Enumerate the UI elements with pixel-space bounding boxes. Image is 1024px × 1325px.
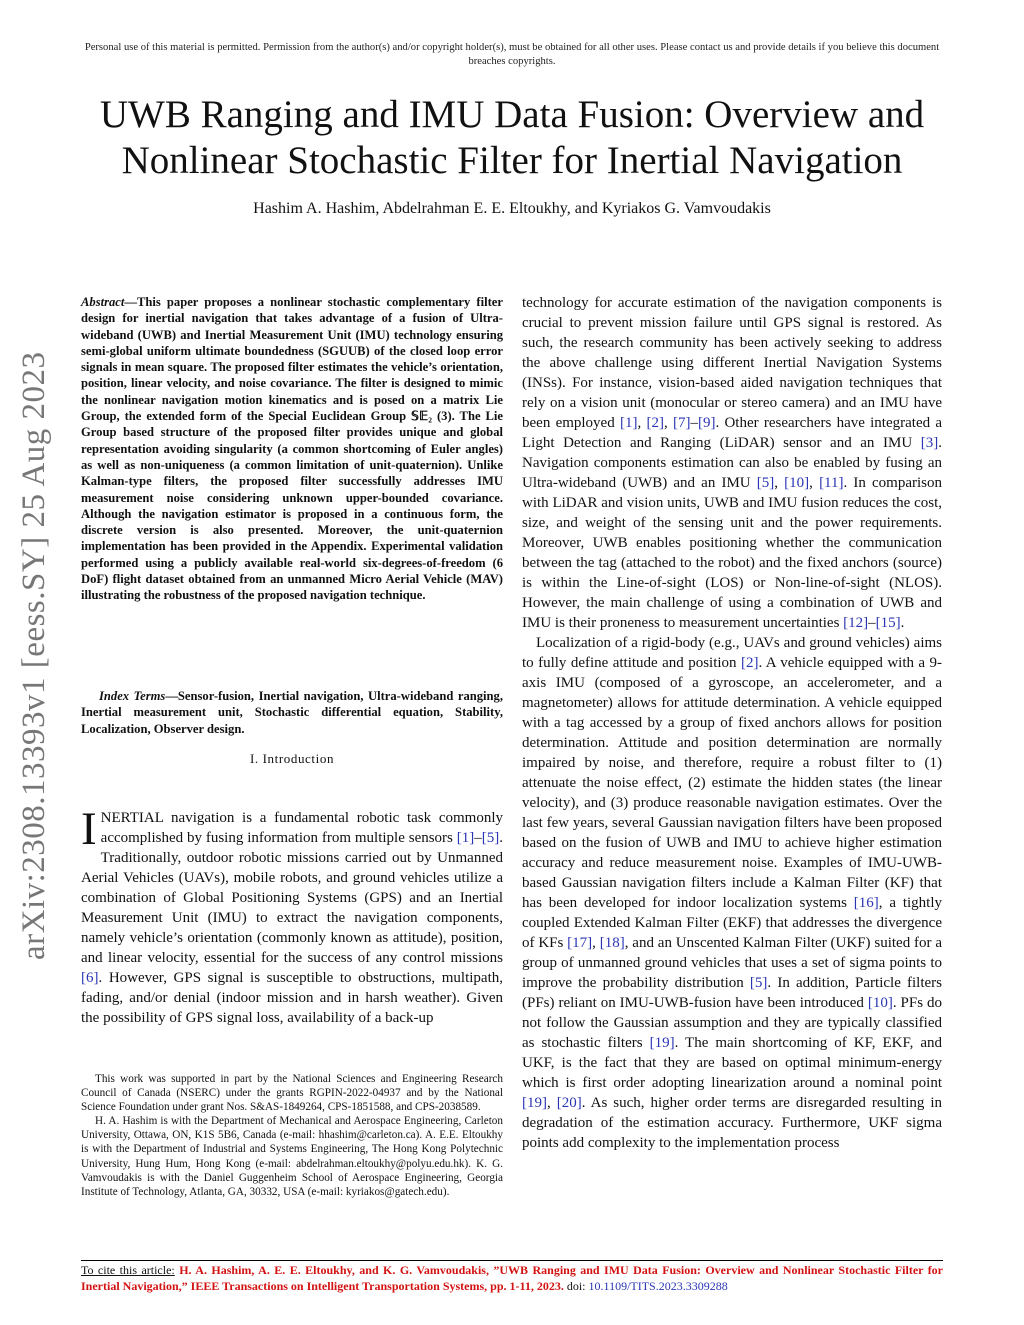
index-terms-text: —Sensor-fusion, Inertial navigation, Ultra-wideband ranging, Inertial measurement unit, Stochastic differential equation, Stability, Localization, Observer design. bbox=[81, 689, 503, 736]
citation-link[interactable]: [12] bbox=[843, 615, 869, 631]
citation-link[interactable]: [1] bbox=[619, 415, 638, 431]
citation-link[interactable]: [5] bbox=[756, 475, 775, 491]
section-heading-introduction: I. Introduction bbox=[249, 751, 335, 766]
paper-title bbox=[40, 92, 984, 184]
title-line-2: Nonlinear Stochastic Filter for Inertial Navigation bbox=[121, 139, 903, 182]
index-terms-label: Index Terms bbox=[99, 689, 166, 703]
author-list: Hashim A. Hashim, Abdelrahman E. E. Eltoukhy, and Kyriakos G. Vamvoudakis bbox=[253, 200, 771, 217]
citation-text: H. A. Hashim, A. E. E. Eltoukhy, and K. G. Vamvoudakis, ”UWB Ranging and IMU Data Fusion: Overview and Nonlinear Stochastic Filter for Inertial Navigation,” IEEE Transactions on Intelligent Transportation Systems, pp. 1-11, 2023. bbox=[81, 1263, 944, 1293]
index-terms bbox=[81, 688, 503, 737]
citation-link[interactable]: [19] bbox=[522, 1095, 547, 1111]
doi-label: doi: bbox=[566, 1279, 586, 1293]
abstract bbox=[81, 294, 503, 604]
doi-link[interactable]: 10.1109/TITS.2023.3309288 bbox=[588, 1279, 728, 1293]
citation-link[interactable]: [7] bbox=[672, 415, 691, 431]
citation-link[interactable]: [10] bbox=[784, 475, 810, 491]
citation-link[interactable]: [3] bbox=[920, 435, 939, 451]
citation-link[interactable]: [16] bbox=[853, 895, 879, 911]
citation-link[interactable]: [20] bbox=[556, 1095, 582, 1111]
citation-link[interactable]: [5] bbox=[481, 830, 500, 846]
paragraph: Localization of a rigid-body (e.g., UAVs and ground vehicles) aims to fully define attitude and position [2]. A vehicle equipped with a 9-axis IMU (composed of a gyroscope, an accelerometer, and a magnetometer) allows for attitude determination. A vehicle equipped with a tag accessed by a group of fixed anchors allows for position determination. Attitude and position determination are normally impaired by noise, and therefore, require a robust filter to (1) attenuate the noise effect, (2) estimate the hidden states (the linear velocity), and (3) produce reasonable navigation estimates. Over the last few years, several Gaussian navigation filters have been proposed based on the fusion of UWB and IMU to achieve higher estimation accuracy and reduce measurement noise. Examples of IMU-UWB-based Gaussian navigation filters include a Kalman Filter (KF) that has been developed for indoor localization systems [16], a tightly coupled Extended Kalman Filter (EKF) that addresses the divergence of KFs [17], [18], and an Unscented Kalman Filter (UKF) suited for a group of unmanned ground vehicles that uses a set of sigma points to improve the probability distribution [5]. In addition, Particle filters (PFs) reliant on IMU-UWB-fusion have been introduced [10]. PFs do not follow the Gaussian assumption and they are typically classified as stochastic filters [19]. The main shortcoming of KF, EKF, and UKF, is the fact that they are based on optimal minimum-energy which is first order adopting linearization around a nominal point [19], [20]. As such, higher order terms are disregarded resulting in degradation of the estimation accuracy. Furthermore, UKF sigma points add complexity to the implementation process bbox=[522, 635, 943, 1151]
citation-link[interactable]: [11] bbox=[819, 475, 844, 491]
citation-link[interactable]: [5] bbox=[749, 975, 768, 991]
citation-link[interactable]: [10] bbox=[867, 995, 893, 1011]
abstract-label: Abstract bbox=[81, 295, 125, 309]
arxiv-watermark: arXiv:2308.13393v1 [eess.SY] 25 Aug 2023 bbox=[16, 351, 52, 960]
affiliation-footnote: H. A. Hashim is with the Department of Mechanical and Aerospace Engineering, Carleton University, Ottawa, ON, K1S 5B6, Canada (e-mail: hhashim@carleton.ca). A. E.E. Eltoukhy is with the Department of Industrial and Systems Engineering, The Hong Kong Polytechnic University, Hung Hum, Hong Kong (e-mail: abdelrahman.eltoukhy@polyu.edu.hk). K. G. Vamvoudakis is with the Daniel Guggenheim School of Aerospace Engineering, Georgia Institute of Technology, Atlanta, GA, 30332, USA (e-mail: kyriakos@gatech.edu). bbox=[81, 1115, 503, 1198]
citation-footer bbox=[81, 1262, 943, 1294]
citation-link[interactable]: [9] bbox=[697, 415, 716, 431]
copyright-notice: Personal use of this material is permitted. Permission from the author(s) and/or copyright holder(s), must be obtained for all other uses. Please contact us and provide details if you believe this document breaches copyrights. bbox=[84, 42, 940, 67]
citation-link[interactable]: [2] bbox=[646, 415, 664, 431]
funding-footnote: This work was supported in part by the National Sciences and Engineering Research Council of Canada (NSERC) under the grants RGPIN-2022-04937 and by the National Science Foundation under grant Nos. S&AS-1849264, CPS-1851588, and CPS-2038589. bbox=[81, 1073, 503, 1114]
citation-link[interactable]: [15] bbox=[875, 615, 901, 631]
title-line-1: UWB Ranging and IMU Data Fusion: Overview and bbox=[99, 93, 925, 136]
introduction-paragraph: INERTIAL navigation is a fundamental robotic task commonly accomplished by fusing information from multiple sensors [1]–[5]. Traditionally, outdoor robotic missions carried out by Unmanned Aerial Vehicles (UAVs), mobile robots, and ground vehicles utilize a combination of Global Positioning Systems (GPS) and an Inertial Measurement Unit (IMU) to extract the navigation components, namely vehicle’s orientation (commonly known as attitude), position, and linear velocity, essential for the success of any control missions [6]. However, GPS signal is susceptible to obstructions, multipath, fading, and/or denial (indoor mission and in harsh weather). Given the possibility of GPS signal loss, availability of a back-up bbox=[81, 803, 503, 1026]
footnotes bbox=[81, 1072, 503, 1199]
citation-link[interactable]: [1] bbox=[456, 830, 475, 846]
citation-link[interactable]: [18] bbox=[599, 935, 625, 951]
citation-label: To cite this article: bbox=[81, 1263, 175, 1277]
drop-cap: I bbox=[81, 803, 97, 855]
citation-link[interactable]: [17] bbox=[567, 935, 593, 951]
paragraph: technology for accurate estimation of the navigation components is crucial to prevent mission failure until GPS signal is restored. As such, the research community has been actively seeking to address the above challenge using different Inertial Navigation Systems (INSs). For instance, vision-based aided navigation techniques that rely on a vision unit (monocular or stereo camera) and an IMU have been employed [1], [2], [7]–[9]. Other researchers have integrated a Light Detection and Ranging (LiDAR) sensor and an IMU [3]. Navigation components estimation can also be enabled by fusing an Ultra-wideband (UWB) and an IMU [5], [10], [11]. In comparison with LiDAR and vision units, UWB and IMU fusion reduces the cost, size, and weight of the sensing unit and the power requirements. Moreover, UWB enables positioning whether the communication between the tag (attached to the robot) and the fixed anchors (source) is within the Line-of-sight (LOS) or Non-line-of-sight (NLOS). However, the main challenge of using a combination of UWB and IMU is their proneness to measurement uncertainties [12]–[15]. bbox=[522, 295, 943, 631]
citation-link[interactable]: [6] bbox=[81, 970, 99, 986]
abstract-text: —This paper proposes a nonlinear stochastic complementary filter design for inertial navigation that takes advantage of a fusion of Ultra-wideband (UWB) and Inertial Measurement Unit (IMU) technology ensuring semi-global uniform ultimate boundedness (SGUUB) of the closed loop error signals in mean square. The proposed filter estimates the vehicle’s orientation, position, linear velocity, and noise covariance. The filter is designed to mimic the nonlinear navigation motion kinematics and is posed on a matrix Lie Group, the extended form of the Special Euclidean Group 𝕊𝔼₂ (3). The Lie Group based structure of the proposed filter provides unique and global representation avoiding singularity (a common shortcoming of Euler angles) as well as non-uniqueness (a common limitation of unit-quaternion). Unlike Kalman-type filters, the proposed filter successfully addresses IMU measurement noise considering unknown upper-bounded covariance. Although the navigation estimator is proposed in a continuous form, the discrete version is also presented. Moreover, the unit-quaternion implementation has been provided in the Appendix. Experimental validation performed using a publicly available real-world six-degrees-of-freedom (6 DoF) flight dataset obtained from an unmanned Micro Aerial Vehicle (MAV) illustrating the robustness of the proposed navigation technique. bbox=[81, 295, 503, 603]
footer-rule bbox=[81, 1260, 943, 1261]
right-column-text bbox=[522, 293, 942, 1153]
citation-link[interactable]: [19] bbox=[649, 1035, 675, 1051]
citation-link[interactable]: [2] bbox=[740, 655, 759, 671]
